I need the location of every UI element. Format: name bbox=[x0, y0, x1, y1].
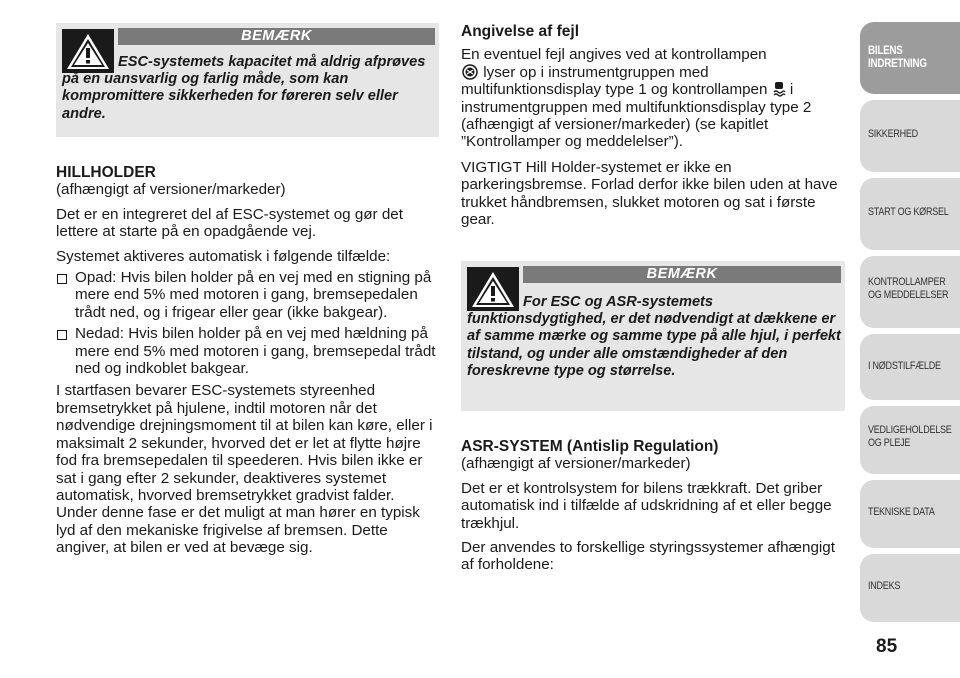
note-box-esc bbox=[56, 23, 439, 137]
paragraph: En eventuel fejl angives ved at kontrollampen lyser op i instrumentgruppen med multifunktionsdisplay type 1 og kontrollampen i instrumentgruppen med multifunktionsdisplay type 2 (afhængigt af versioner/markeder) (se kapitlet ”Kontrollamper og meddelelser”). bbox=[461, 46, 812, 151]
note-title: BEMÆRK bbox=[523, 266, 841, 283]
tab-vedligeholdelse[interactable]: VEDLIGEHOLDELSE OG PLEJE bbox=[860, 406, 960, 474]
paragraph: Der anvendes to forskellige styringssystemer afhængigt af forholdene: bbox=[461, 539, 835, 574]
paragraph: Det er en integreret del af ESC-systemet og gør det lettere at starte på en opadgående vej. bbox=[56, 205, 403, 241]
tab-indeks[interactable]: INDEKS bbox=[860, 554, 960, 622]
note-box-tyres bbox=[461, 261, 845, 411]
checkbox-bullet-icon bbox=[57, 330, 67, 340]
list-item: Nedad: Hvis bilen holder på en vej med hældning på mere end 5% med motoren i gang, bremsepedal trådt ned og indkoblet bakgear. bbox=[56, 325, 439, 377]
car-skid-light-icon bbox=[772, 81, 786, 97]
tab-bilens-indretning[interactable]: BILENS INDRETNING bbox=[860, 22, 960, 94]
list-item: Opad: Hvis bilen holder på en vej med en stigning på mere end 5% med motoren i gang, bremsepedalen trådt ned, og i frigear eller gear (ikke bakgear). bbox=[56, 269, 439, 321]
paragraph: Systemet aktiveres automatisk i følgende tilfælde: bbox=[56, 247, 391, 265]
section-heading: Angivelse af fejl bbox=[461, 23, 580, 40]
tab-kontrollamper[interactable]: KONTROLLAMPER OG MEDDELELSER bbox=[860, 256, 960, 328]
fejl-section bbox=[461, 23, 845, 228]
paragraph: I startfasen bevarer ESC-systemets styreenhed bremsetrykket på hjulene, indtil motoren når det nødvendige drejningsmoment til at bilen kan køre, eller i maksimalt 2 sekunder, hvorved det er let at flytte højre fod fra bremsepedalen til speederen. Hvis bilen ikke er sat i gang efter 2 sekunder, deaktiveres systemet automatisk, hvorved bremsetrykket gradvist falder. Under denne fase er det muligt at man hører en typisk lyd af den mekaniske frigivelse af bremsen. Dette angiver, at bilen er ved at bevæge sig. bbox=[56, 382, 433, 557]
tab-tekniske-data[interactable]: TEKNISKE DATA bbox=[860, 480, 960, 548]
asr-section bbox=[461, 438, 845, 574]
section-subtitle: (afhængigt af versioner/markeder) bbox=[461, 455, 691, 473]
paragraph: VIGTIGT Hill Holder-systemet er ikke en parkeringsbremse. Forlad derfor ikke bilen uden at have trukket håndbremsen, slukket motoren og sat i første gear. bbox=[461, 158, 838, 229]
checkbox-bullet-icon bbox=[57, 274, 67, 284]
section-subtitle: (afhængigt af versioner/markeder) bbox=[56, 181, 286, 199]
tab-sikkerhed[interactable]: SIKKERHED bbox=[860, 100, 960, 172]
page-number: 85 bbox=[876, 636, 898, 657]
hillholder-section bbox=[56, 164, 439, 557]
section-heading: HILLHOLDER bbox=[56, 164, 156, 181]
note-text: ESC-systemets kapacitet må aldrig afprøves på en uansvarlig og farlig måde, som kan kompromittere sikkerheden for føreren selv eller andre. bbox=[62, 54, 426, 122]
paragraph: Det er et kontrolsystem for bilens trækkraft. Det griber automatisk ind i tilfælde af udskridning af et eller begge trækhjul. bbox=[461, 479, 832, 532]
section-heading: ASR-SYSTEM (Antislip Regulation) bbox=[461, 438, 719, 455]
tab-i-nodstilfaelde[interactable]: I NØDSTILFÆLDE bbox=[860, 334, 960, 400]
note-text: For ESC og ASR-systemets funktionsdygtighed, er det nødvendigt at dækkene er af samme mærke og samme type på alle hjul, i perfekt tilstand, og under alle omstændigheder af den foreskrevne type og størrelse. bbox=[467, 294, 841, 379]
esc-warning-light-icon bbox=[461, 64, 479, 80]
note-title: BEMÆRK bbox=[118, 28, 435, 45]
tab-start-og-korsel[interactable]: START OG KØRSEL bbox=[860, 178, 960, 250]
